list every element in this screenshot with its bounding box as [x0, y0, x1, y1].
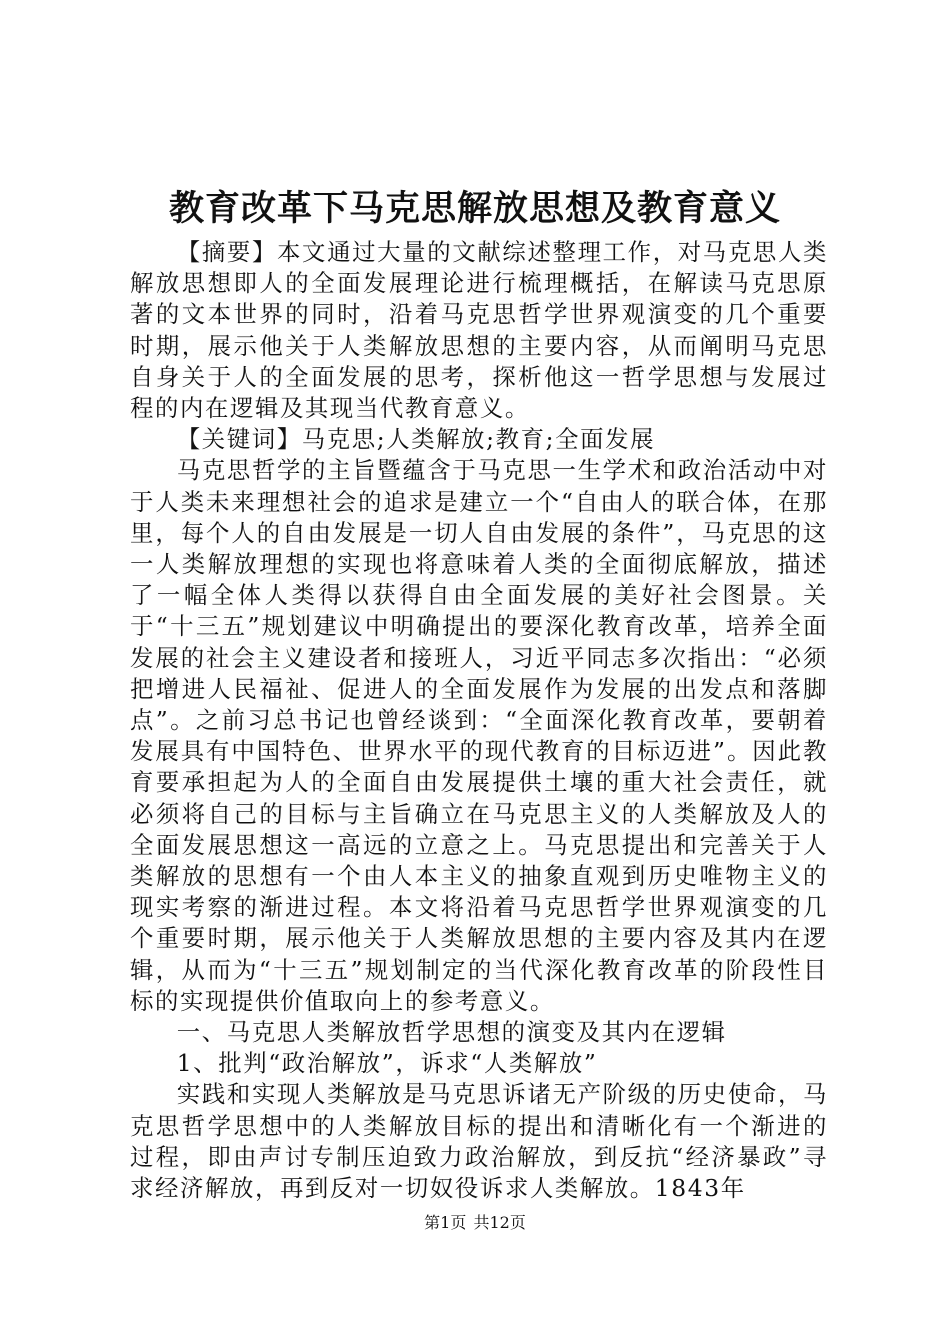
body-paragraph: 马克思哲学的主旨暨蕴含于马克思一生学术和政治活动中对于人类未来理想社会的追求是建立一个“自由人的联合体，在那里，每个人的自由发展是一切人自由发展的条件”，马克思的这一人类解放理想的实现也将意味着人类的全面彻底解放，描述了一幅全体人类得以获得自由全面发展的美好社会图景。关于“十三五”规划建议中明确提出的要深化教育改革，培养全面发展的社会主义建设者和接班人，习近平同志多次指出：“必须把增进人民福祉、促进人的全面发展作为发展的出发点和落脚点”。之前习总书记也曾经谈到：“全面深化教育改革，要朝着发展具有中国特色、世界水平的现代教育的目标迈进”。因此教育要承担起为人的全面自由发展提供土壤的重大社会责任，就必须将自己的目标与主旨确立在马克思主义的人类解放及人的全面发展思想这一高远的立意之上。马克思提出和完善关于人类解放的思想有一个由人本主义的抽象直观到历史唯物主义的现实考察的渐进过程。本文将沿着马克思哲学世界观演变的几个重要时期，展示他关于人类解放思想的主要内容及其内在逻辑，从而为“十三五”规划制定的当代深化教育改革的阶段性目标的实现提供价值取向上的参考意义。 — [130, 456, 828, 1015]
subsection-heading: 1、批判“政治解放”，诉求“人类解放” — [176, 1049, 598, 1078]
document-title: 教育改革下马克思解放思想及教育意义 — [168, 188, 781, 229]
page-total: 共12页 — [473, 1213, 526, 1232]
body-paragraph: 实践和实现人类解放是马克思诉诸无产阶级的历史使命，马克思哲学思想中的人类解放目标的提出和清晰化有一个渐进的过程，即由声讨专制压迫致力政治解放，到反抗“经济暴政”寻求经济解放，再到反对一切奴役诉求人类解放。1843年 — [130, 1080, 828, 1203]
document-body — [130, 237, 828, 1204]
page-footer — [0, 1211, 950, 1235]
page-number: 第1页 — [424, 1213, 467, 1232]
keywords-paragraph: 【关键词】马克思;人类解放;教育;全面发展 — [176, 425, 656, 454]
section-heading: 一、马克思人类解放哲学思想的演变及其内在逻辑 — [176, 1018, 727, 1047]
abstract-paragraph: 【摘要】本文通过大量的文献综述整理工作，对马克思人类解放思想即人的全面发展理论进行梳理概括，在解读马克思原著的文本世界的同时，沿着马克思哲学世界观演变的几个重要时期，展示他关于人类解放思想的主要内容，从而阐明马克思自身关于人的全面发展的思考，探析他这一哲学思想与发展过程的内在逻辑及其现当代教育意义。 — [130, 238, 828, 423]
